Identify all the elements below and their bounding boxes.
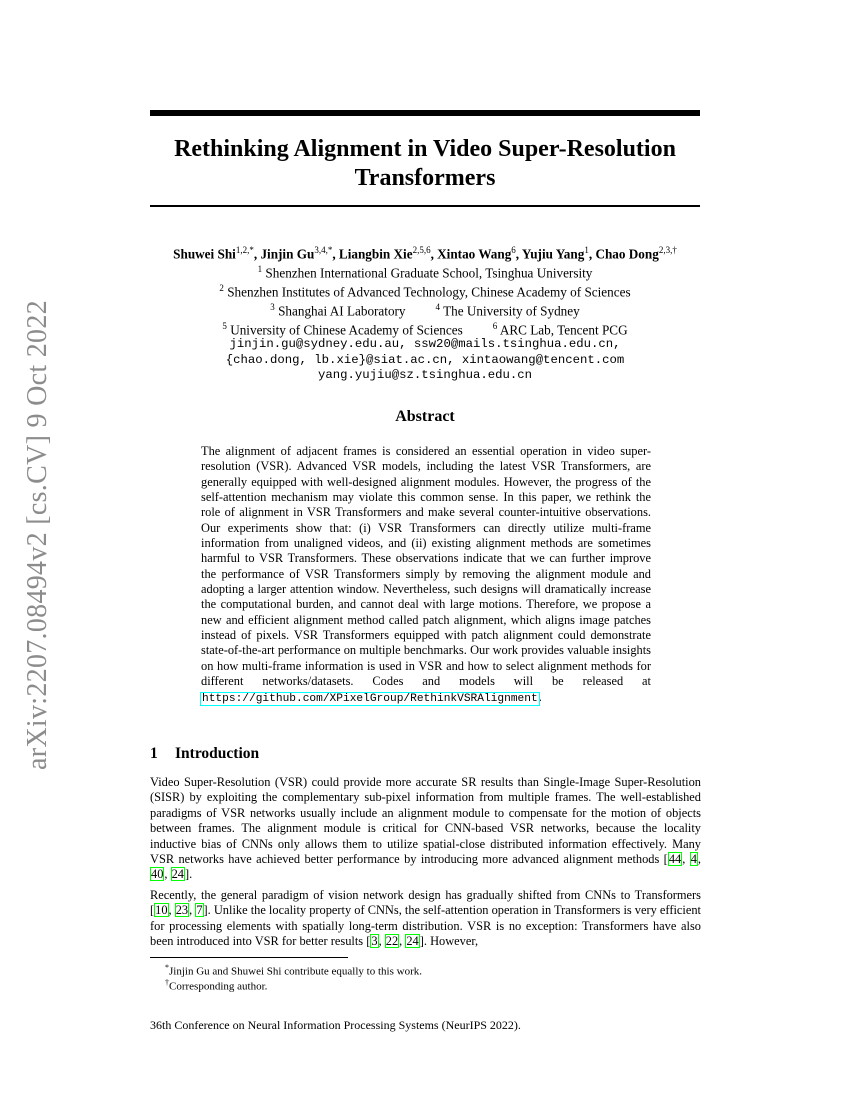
author-block (120, 243, 730, 384)
abstract-text: The alignment of adjacent frames is considered an essential operation in video super-resolution (VSR). Advanced VSR models, including the latest VSR Transformers, are generally equipped with well-designed alignment modules. However, the progress of the self-attention mechanism may violate this common sense. In this paper, we rethink the role of alignment in VSR Transformers and make several counter-intuitive observations. Our experiments show that: (i) VSR Transformers can directly utilize multi-frame information from unaligned videos, and (ii) existing alignment methods are sometimes harmful to VSR Transformers. These observations indicate that we can further improve the performance of VSR Transformers simply by removing the alignment module and adopting a larger attention window. Nevertheless, such designs will dramatically increase the computational burden, and cannot deal with large motions. Therefore, we propose a new and efficient alignment method called patch alignment, which aligns image patches instead of pixels. VSR Transformers equipped with patch alignment could demonstrate state-of-the-art performance on multiple benchmarks. Our work provides valuable insights on how multi-frame information is used in VSR and how to select alignment methods for different networks/datasets. Codes and models will be released at (201, 444, 651, 689)
section-title: Introduction (175, 745, 260, 762)
affiliation-line-2: $^2$ Shenzhen Institutes of Advanced Technology, Chinese Academy of Sciences (219, 282, 631, 300)
author-name: Xintao Wang (437, 246, 512, 262)
intro-paragraph-1: Video Super-Resolution (VSR) could provide more accurate SR results than Single-Image Super-Resolution (SISR) by exploiting the complementary sub-pixel information from multiple frames. The well-established paradigms of VSR networks usually include an alignment module to compensate for the motion of objects between frames. The alignment module is critical for CNN-based VSR networks, because the locality inductive bias of CNNs only allows them to utilize spatial-close distributed information effectively. Many VSR networks have achieved better performance by introducing more advanced alignment methods [44, 4, 40, 24]. (150, 775, 701, 882)
citation-link[interactable]: 40 (151, 867, 164, 882)
author-name: Shuwei Shi (173, 246, 236, 262)
author-name: Yujiu Yang (521, 246, 585, 262)
title-line-1: Rethinking Alignment in Video Super-Resolution (174, 136, 676, 162)
author-names: Shuwei Shi$^{1,2,*}$, Jinjin $Gu^{3,4,*}$, Liangbin Xie$^{2,5,6}$, Xintao Wang$^6$, Yujiu Yang$^1$, Chao Dong$^{2,3,\dagger}$ (173, 245, 677, 262)
citation-link[interactable]: 24 (171, 867, 184, 882)
section-number: 1 (150, 745, 158, 762)
affiliation-line-3: $^3$ Shanghai AI Laboratory $^4$ The University of Sydney (270, 301, 580, 319)
author-sup: 6 (511, 245, 516, 255)
citation-link[interactable]: 4 (690, 852, 697, 867)
author-sup: 2,5,6 (412, 245, 431, 255)
citation-link[interactable]: 10 (155, 903, 168, 918)
section-heading-introduction (150, 745, 259, 763)
citation-link[interactable]: 44 (668, 852, 682, 867)
arxiv-identifier-stamp: arXiv:2207.08494v2 [cs.CV] 9 Oct 2022 (22, 300, 53, 770)
author-sup: 1 (584, 245, 589, 255)
citation-link[interactable]: 23 (175, 903, 189, 918)
email-line-2: {chao.dong, lb.xie}@siat.ac.cn, xintaowang@tencent.com (225, 352, 625, 367)
footnote-equal-contribution: *Jinjin Gu and Shuwei Shi contribute equally to this work. (165, 963, 422, 978)
footnote-corresponding-author: †Corresponding author. (165, 978, 268, 993)
code-repository-link[interactable]: https://github.com/XPixelGroup/RethinkVSRAlignment (202, 692, 538, 705)
author-name: Chao Dong (595, 246, 659, 262)
title-line-2: Transformers (354, 165, 496, 191)
author-name: Liangbin Xie (338, 246, 413, 262)
intro-paragraph-2: Recently, the general paradigm of vision network design has gradually shifted from CNNs to Transformers [10, 23, 7]. Unlike the locality property of CNNs, the self-attention operation in Transformers is very efficient for processing elements with spatially long-term distribution. VSR is no exception: Transformers have also been introduced into VSR for better results [3, 22, 24]. However, (150, 888, 701, 949)
affiliation-line-1: $^1$ Shenzhen International Graduate School, Tsinghua University (257, 263, 593, 281)
email-line-3: yang.yujiu@sz.tsinghua.edu.cn (317, 368, 532, 383)
affiliation-line-4: $^5$ University of Chinese Academy of Sciences $^6$ ARC Lab, Tencent PCG (222, 320, 628, 337)
abstract-heading: Abstract (395, 408, 455, 425)
citation-link[interactable]: 3 (371, 934, 378, 949)
conference-venue-note: 36th Conference on Neural Information Processing Systems (NeurIPS 2022). (150, 1018, 521, 1032)
paper-title (150, 135, 700, 193)
footnote-divider (150, 957, 348, 958)
title-top-rule (150, 110, 700, 116)
author-name: Jinjin Gu (260, 246, 315, 262)
citation-link[interactable]: 22 (385, 934, 399, 949)
citation-link[interactable]: 24 (406, 934, 419, 949)
email-line-1: jinjin.gu@sydney.edu.au, ssw20@mails.tsinghua.edu.cn, (229, 337, 621, 352)
author-sup: 1,2,* (235, 245, 254, 255)
author-sup: 3,4,* (314, 245, 333, 255)
abstract-body: The alignment of adjacent frames is considered an essential operation in video super-resolution (VSR). Advanced VSR models, including the latest VSR Transformers, are generally equipped with well-designed alignment modules. However, the progress of the self-attention mechanism may violate this common sense. In this paper, we rethink the role of alignment in VSR Transformers and make several counter-intuitive observations. Our experiments show that: (i) VSR Transformers can directly utilize multi-frame information from unaligned videos, and (ii) existing alignment methods are sometimes harmful to VSR Transformers. These observations indicate that we can further improve the performance of VSR Transformers simply by removing the alignment module and adopting a larger attention window. Nevertheless, such designs will dramatically increase the computational burden, and cannot deal with large motions. Therefore, we propose a new and efficient alignment method called patch alignment, which aligns image patches instead of pixels. VSR Transformers equipped with patch alignment could demonstrate state-of-the-art performance on multiple benchmarks. Our work provides valuable insights on how multi-frame information is used in VSR and how to select alignment methods for different networks/datasets. Codes and models will be released at https://github.com/XPixelGroup/RethinkVSRAlignment. (201, 444, 651, 705)
citation-link[interactable]: 7 (196, 903, 203, 918)
author-sup: 2,3,† (658, 245, 677, 255)
title-bottom-rule (150, 205, 700, 207)
